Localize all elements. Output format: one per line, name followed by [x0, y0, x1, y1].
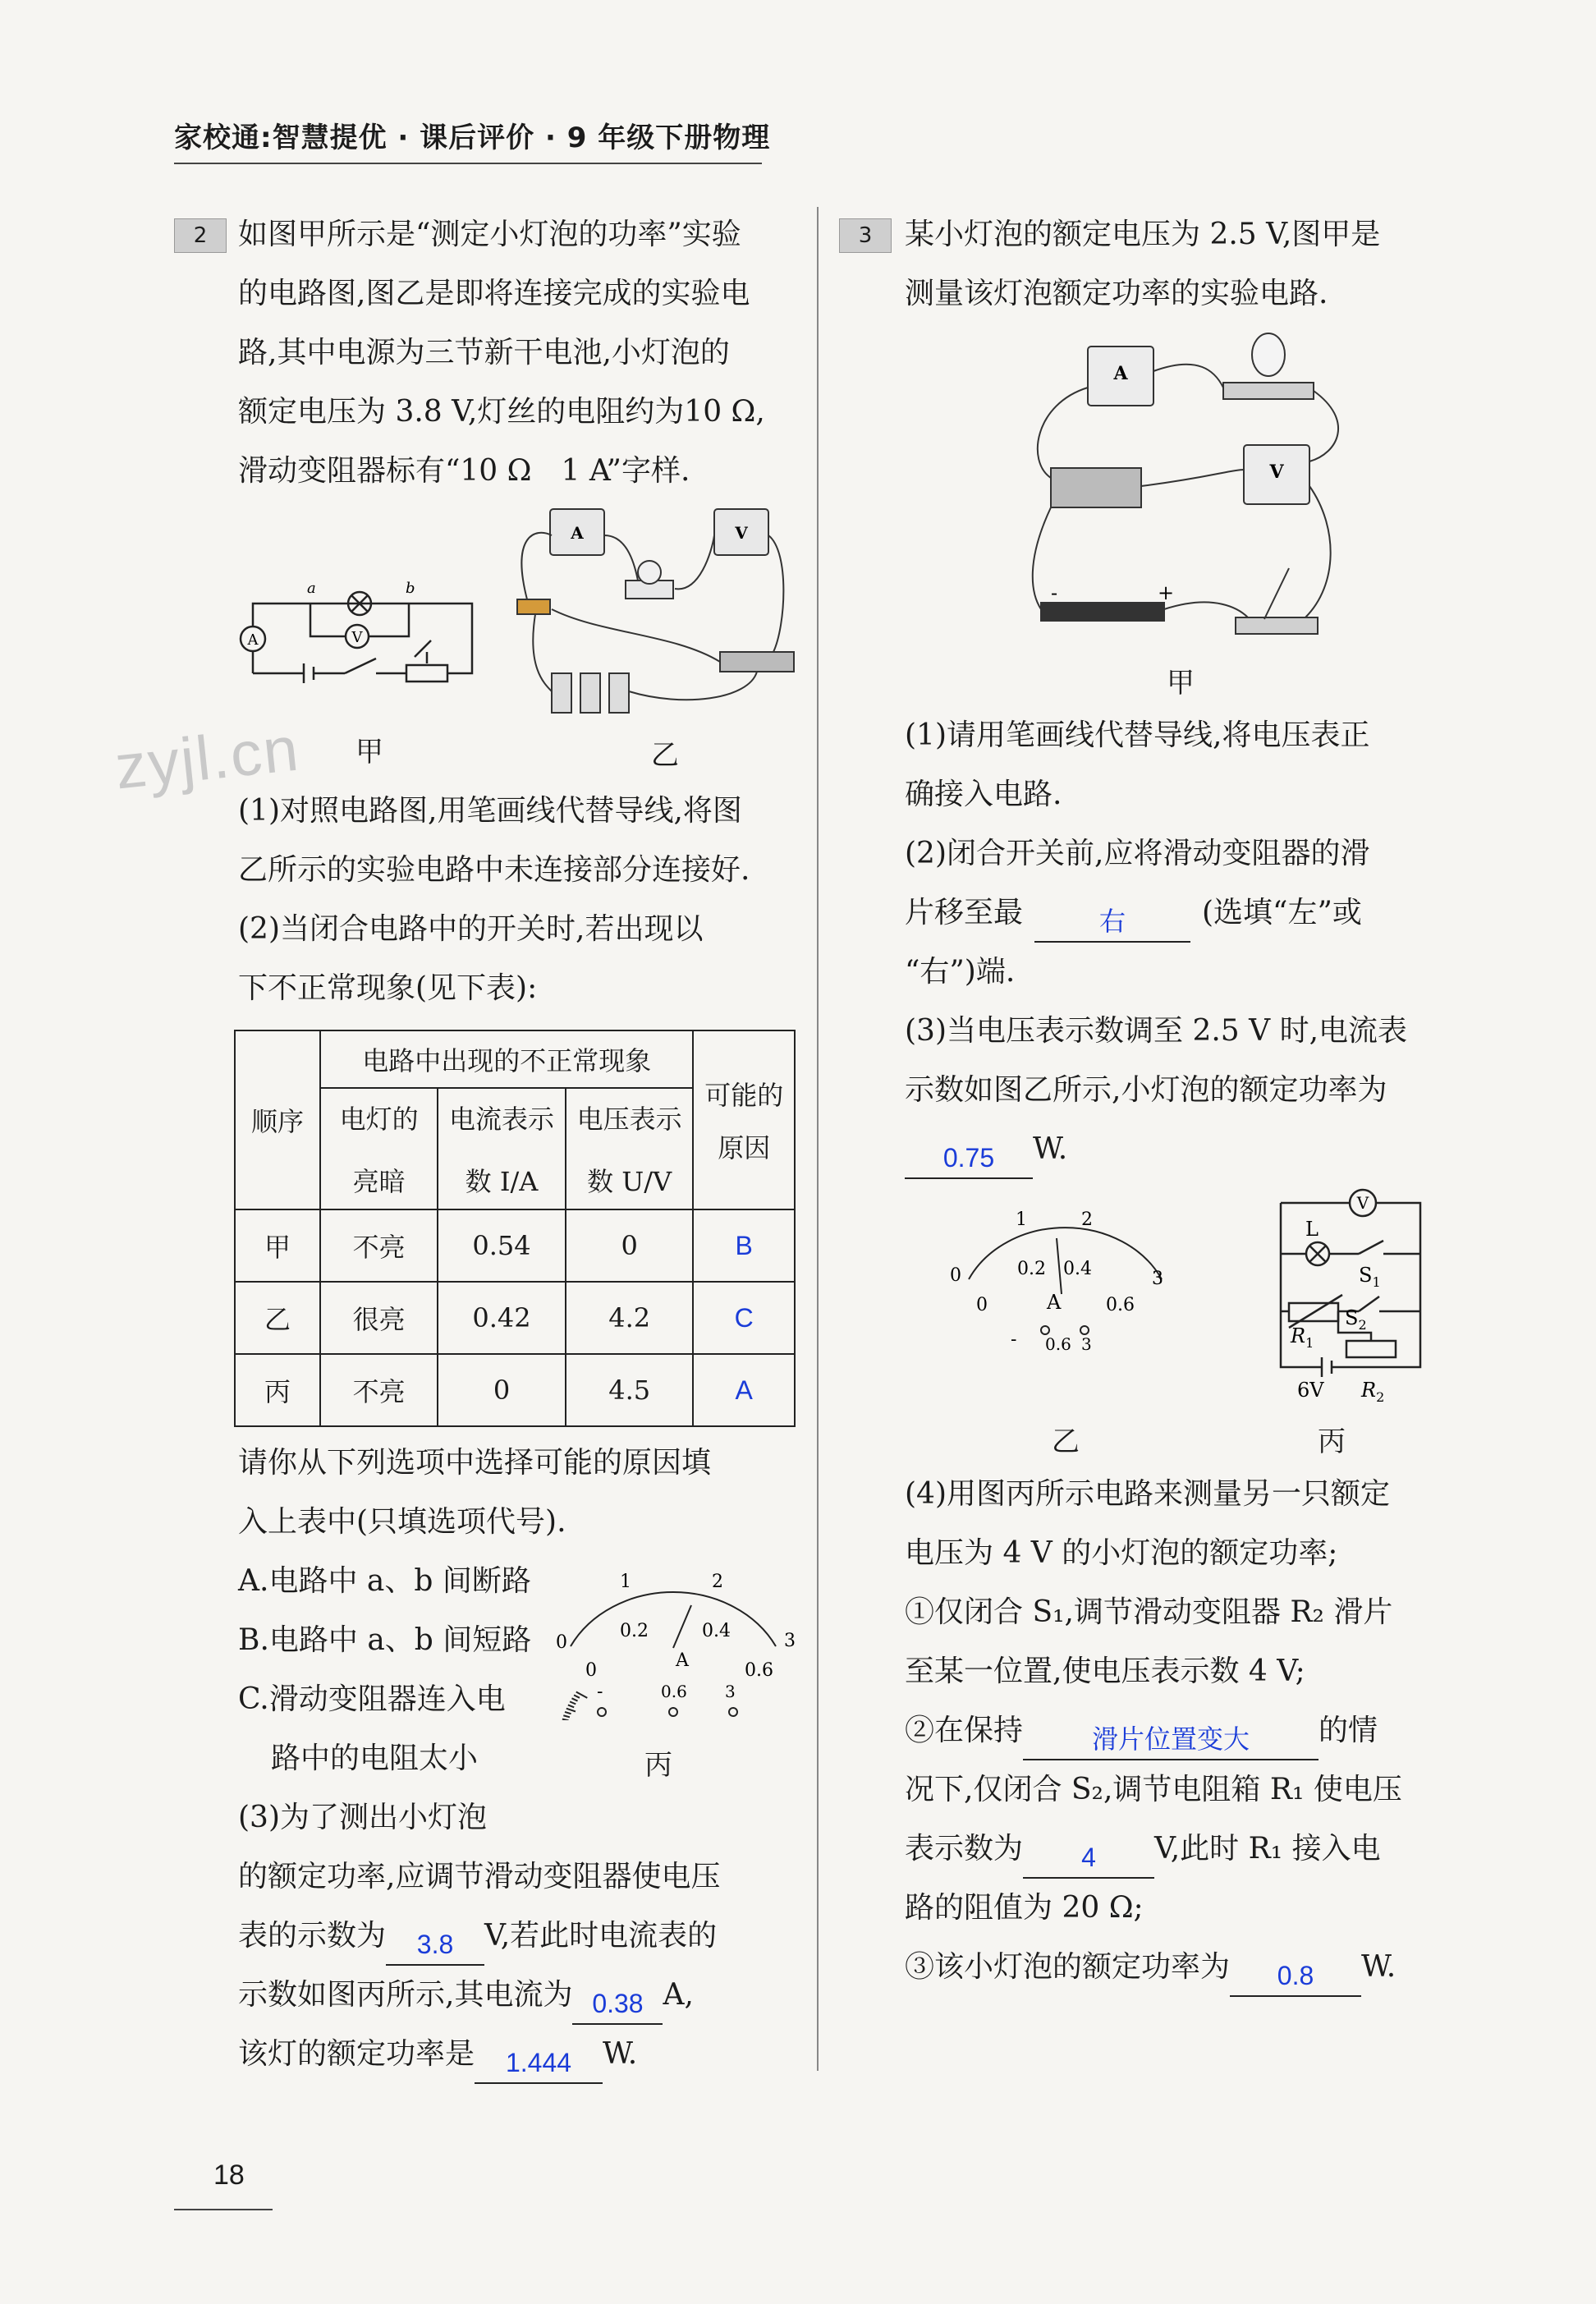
dial-top-label-3: 3 [1152, 1269, 1163, 1289]
q2-part3-line1: (3)为了测出小灯泡 [238, 1801, 487, 1834]
cell-light: 很亮 [320, 1282, 438, 1354]
dial-top-label-3: 3 [784, 1631, 796, 1651]
q3-part4-text: 的情 [1319, 1714, 1378, 1747]
q3-switch-S2-letter: S [1345, 1306, 1359, 1329]
dial-inner-label-1: 0.2 [620, 1621, 649, 1641]
cell-reason-answer: C [693, 1282, 795, 1354]
q3-answer-voltmeter-reading: 4 [1023, 1838, 1154, 1879]
terminal-label-3: 3 [725, 1682, 736, 1701]
q3-part4-line5 [905, 1701, 1402, 1760]
dial-inner-label-1: 0.2 [1017, 1259, 1046, 1279]
q2-fig-bing-caption: 丙 [644, 1749, 672, 1782]
q2-apparatus-yi [502, 503, 798, 724]
table-header-light-line: 亮暗 [352, 1166, 406, 1197]
table-header-group: 电路中出现的不正常现象 [320, 1030, 693, 1088]
q3-R1-sub: 1 [1305, 1335, 1314, 1351]
q3-battery-minus: - [1051, 581, 1058, 604]
q2-number-badge: 2 [174, 218, 227, 253]
q2-yi-voltmeter-label: V [735, 523, 748, 543]
dial-top-label-1: 1 [620, 1572, 631, 1592]
q3-part1-line: 确接入电路. [905, 778, 1062, 811]
table-header-light-line: 电灯的 [339, 1104, 419, 1135]
q3-resistor-R1-label [1290, 1324, 1314, 1351]
q2-option-a: A.电路中 a、b 间断路 [238, 1564, 531, 1598]
q2-voltmeter-symbol-label: V [351, 629, 363, 646]
q3-part4-line7 [905, 1820, 1402, 1879]
q3-part4-line: 路的阻值为 20 Ω; [905, 1891, 1144, 1925]
cell-light: 不亮 [320, 1354, 438, 1426]
q3-fig-yi-caption: 乙 [1052, 1425, 1080, 1458]
cell-current: 0.54 [438, 1209, 566, 1282]
q3-bing-voltmeter-label: V [1356, 1193, 1369, 1213]
q3-part3-text: W. [1033, 1132, 1068, 1166]
cell-voltage: 4.2 [566, 1282, 693, 1354]
dial-inner-label-0: 0 [976, 1295, 988, 1315]
q3-answer-keep-condition: 滑片位置变大 [1023, 1719, 1319, 1760]
q3-part4-text: V,此时 R₁ 接入电 [1154, 1832, 1381, 1866]
cell-light: 不亮 [320, 1209, 438, 1282]
q3-part2-text: (选填“左”或 [1202, 896, 1362, 929]
q3-part4-line: 电压为 4 V 的小灯泡的额定功率; [905, 1536, 1338, 1570]
page-header-title: 家校通:智慧提优 · 课后评价 · 9 年级下册物理 [174, 122, 771, 154]
dial-scale-ticks [558, 1691, 587, 1720]
dial-tick [571, 1698, 577, 1700]
table-header-voltage-line: 电压表示 [576, 1104, 682, 1135]
q3-part4-line: ①仅闭合 S₁,调节滑动变阻器 R₂ 滑片 [905, 1595, 1393, 1629]
q3-switch-S2-sub: 2 [1358, 1317, 1367, 1333]
dial-tick [570, 1701, 576, 1704]
q3-R1-letter: R [1291, 1324, 1306, 1347]
dial-tick [562, 1719, 569, 1720]
table-header-reason [693, 1030, 795, 1209]
q3-intro [905, 205, 1380, 324]
q3-parts-1-3 [905, 706, 1407, 1179]
q3-part4-line9 [905, 1938, 1402, 1997]
q2-choose-line: 请你从下列选项中选择可能的原因填 [238, 1446, 712, 1480]
q2-answer-current: 0.38 [572, 1984, 663, 2025]
cell-current: 0.42 [438, 1282, 566, 1354]
q3-part4-line: (4)用图丙所示电路来测量另一只额定 [905, 1477, 1390, 1511]
q2-point-b-label: b [406, 580, 415, 597]
terminal-label-06: 0.6 [661, 1682, 687, 1701]
q2-circuit-diagram-jia [238, 567, 484, 714]
q2-part3-text: W. [603, 2037, 638, 2071]
q3-switch-S2-label [1345, 1306, 1367, 1333]
q2-part3-text: A, [663, 1978, 694, 2012]
q2-part3-line3 [238, 1907, 720, 1966]
dial-tick [568, 1705, 574, 1707]
dial-top-label-2: 2 [1081, 1209, 1093, 1230]
q3-R2-letter: R [1361, 1379, 1377, 1402]
dial-inner-label-2: 0.4 [702, 1621, 731, 1641]
q3-part4 [905, 1465, 1402, 1997]
q2-part3-text: 该灯的额定功率是 [238, 2037, 475, 2071]
table-row [235, 1354, 795, 1426]
q3-part2-line2 [905, 884, 1407, 943]
q2-part2-line: (2)当闭合电路中的开关时,若出现以 [238, 912, 704, 946]
dial-inner-label-3: 0.6 [745, 1660, 773, 1681]
cell-order: 甲 [235, 1209, 320, 1282]
dial-top-label-0: 0 [950, 1265, 961, 1286]
cell-current: 0 [438, 1354, 566, 1426]
cell-voltage: 0 [566, 1209, 693, 1282]
table-header-current-line: 数 I/A [465, 1166, 539, 1197]
table-header-voltage [566, 1088, 693, 1209]
q2-intro-line: 的电路图,图乙是即将连接完成的实验电 [238, 277, 750, 310]
q2-yi-ammeter-label: A [571, 523, 584, 543]
q3-intro-line: 测量该灯泡额定功率的实验电路. [905, 277, 1328, 310]
q2-choose-line: 入上表中(只填选项代号). [238, 1505, 566, 1539]
q2-parts-1-2 [238, 782, 750, 1018]
cell-reason-answer: B [693, 1209, 795, 1282]
q2-part3-text: 表的示数为 [238, 1919, 387, 1953]
q2-option-b: B.电路中 a、b 间短路 [238, 1623, 532, 1657]
q2-part3-text: 示数如图丙所示,其电流为 [238, 1978, 573, 2012]
q2-intro-line: 额定电压为 3.8 V,灯丝的电阻约为10 Ω, [238, 395, 765, 429]
q3-circuit-diagram-bing [1264, 1186, 1445, 1408]
q2-intro-line: 滑动变阻器标有“10 Ω 1 A”字样. [238, 454, 690, 488]
dial-inner-label-2: 0.4 [1063, 1259, 1092, 1279]
q2-answer-voltage: 3.8 [386, 1925, 484, 1966]
q3-part4-text: W. [1361, 1950, 1396, 1984]
q3-part3-line1: (3)当电压表示数调至 2.5 V 时,电流表 [905, 1014, 1408, 1048]
dial-unit-label: A [676, 1650, 689, 1671]
cell-reason-answer: A [693, 1354, 795, 1426]
q2-answer-power: 1.444 [475, 2043, 603, 2084]
q2-point-a-label: a [307, 580, 316, 597]
dial-tick [574, 1695, 580, 1697]
q2-part1-line: 乙所示的实验电路中未连接部分连接好. [238, 853, 750, 887]
dial-tick [566, 1709, 576, 1712]
q2-intro [238, 205, 765, 501]
q3-intro-line: 某小灯泡的额定电压为 2.5 V,图甲是 [905, 218, 1381, 251]
q3-jia-ammeter-label: A [1113, 363, 1128, 384]
q3-apparatus-jia [1026, 322, 1355, 650]
q3-answer-slider-end: 右 [1034, 902, 1190, 943]
q2-part3-line4 [238, 1966, 720, 2025]
terminal-label-minus: - [1011, 1329, 1017, 1350]
dial-tick [563, 1715, 570, 1717]
cell-order: 乙 [235, 1282, 320, 1354]
table-header-current-line: 电流表示 [449, 1104, 555, 1135]
q3-part3-line2: 示数如图乙所示,小灯泡的额定功率为 [905, 1073, 1387, 1107]
q2-part2-line: 下不正常现象(见下表): [238, 971, 538, 1005]
q3-ammeter-dial-yi [940, 1205, 1186, 1370]
q2-part3-text: V,若此时电流表的 [484, 1919, 718, 1953]
q3-part2-line1: (2)闭合开关前,应将滑动变阻器的滑 [905, 837, 1370, 870]
q3-answer-rated-power: 0.75 [905, 1138, 1033, 1179]
dial-tick [565, 1712, 571, 1714]
dial-top-label-2: 2 [712, 1572, 723, 1592]
q3-part1-line: (1)请用笔画线代替导线,将电压表正 [905, 718, 1370, 752]
table-header-light [320, 1088, 438, 1209]
q3-part4-text: ②在保持 [905, 1714, 1024, 1747]
q2-option-c: C.滑动变阻器连入电 [238, 1682, 506, 1716]
q3-number-badge: 3 [839, 218, 892, 253]
q3-part3-line3 [905, 1120, 1407, 1179]
dial-inner-label-3: 0.6 [1106, 1295, 1135, 1315]
q3-switch-S1-sub: 1 [1372, 1274, 1381, 1290]
q3-part4-text: 表示数为 [905, 1832, 1024, 1866]
column-divider [817, 207, 819, 2071]
cell-voltage: 4.5 [566, 1354, 693, 1426]
terminal-label-minus: - [597, 1682, 603, 1702]
q2-part1-line: (1)对照电路图,用笔画线代替导线,将图 [238, 794, 742, 828]
q2-phenomena-table [234, 1030, 796, 1427]
q2-intro-line: 如图甲所示是“测定小灯泡的功率”实验 [238, 218, 741, 251]
page-number: 18 [213, 2159, 245, 2191]
header-rule [174, 163, 762, 164]
q3-switch-S1-label [1359, 1264, 1381, 1290]
dial-unit-label: A [1047, 1291, 1062, 1314]
q3-R2-sub: 2 [1376, 1389, 1385, 1405]
q3-part4-text: ③该小灯泡的额定功率为 [905, 1950, 1231, 1984]
dial-top-label-1: 1 [1016, 1209, 1027, 1230]
cell-order: 丙 [235, 1354, 320, 1426]
q3-part4-line: 至某一位置,使电压表示数 4 V; [905, 1655, 1305, 1688]
dial-top-label-0: 0 [556, 1632, 567, 1653]
q2-part3-line5 [238, 2025, 720, 2084]
terminal-label-3: 3 [1081, 1334, 1092, 1354]
table-header-reason-line: 可能的 [704, 1080, 784, 1111]
q3-jia-voltmeter-label: V [1269, 461, 1284, 483]
q2-fig-yi-caption: 乙 [651, 739, 679, 772]
q3-battery-plus: + [1158, 581, 1175, 604]
q2-ammeter-symbol-label: A [247, 631, 259, 649]
table-header-voltage-line: 数 U/V [587, 1166, 672, 1197]
q3-answer-power: 0.8 [1230, 1956, 1361, 1997]
q2-fig-jia-caption: 甲 [355, 736, 383, 769]
q2-ammeter-dial-bing [538, 1556, 800, 1720]
q3-fig-bing-caption: 丙 [1318, 1425, 1346, 1458]
q3-lamp-L-label: L [1305, 1218, 1319, 1241]
q2-part3-line2: 的额定功率,应调节滑动变阻器使电压 [238, 1860, 721, 1893]
table-row [235, 1209, 795, 1282]
q2-intro-line: 路,其中电源为三节新干电池,小灯泡的 [238, 336, 730, 369]
table-header-current [438, 1088, 566, 1209]
q3-part2-text: 片移至最 [905, 896, 1024, 929]
q3-resistor-R2-label [1360, 1379, 1384, 1405]
table-row [235, 1282, 795, 1354]
q3-part4-line: 况下,仅闭合 S₂,调节电阻箱 R₁ 使电压 [905, 1773, 1402, 1806]
q3-fig-jia-caption: 甲 [1167, 667, 1195, 700]
q3-source-label: 6V [1297, 1379, 1324, 1402]
watermark: zyjl.cn [112, 714, 303, 803]
page-number-rule [174, 2209, 273, 2210]
q3-switch-S1-letter: S [1359, 1264, 1373, 1287]
q3-part2-line3: “右”)端. [905, 955, 1016, 989]
terminal-label-06: 0.6 [1045, 1334, 1071, 1354]
table-header-reason-line: 原因 [718, 1132, 771, 1163]
table-header-order: 顺序 [235, 1030, 320, 1209]
dial-inner-label-0: 0 [585, 1660, 597, 1681]
q2-option-c-cont: 路中的电阻太小 [271, 1742, 479, 1775]
